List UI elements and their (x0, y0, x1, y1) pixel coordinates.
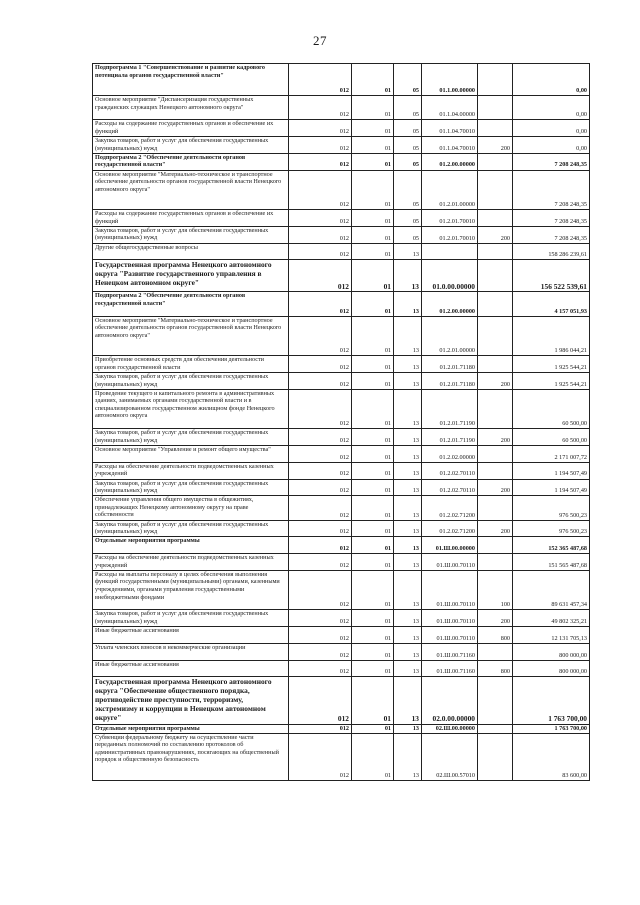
row-expense-type-code (478, 95, 513, 119)
table-row (93, 733, 590, 780)
row-target-article-code: 01.2.01.00000 (422, 316, 478, 356)
row-subsection-code: 13 (394, 733, 422, 780)
row-section-code: 01 (352, 627, 394, 644)
row-grbs-code: 012 (289, 316, 352, 356)
table-row (93, 137, 590, 154)
row-name: Закупка товаров, работ и услуг для обеспечения государственных (муниципальных) нужд (93, 520, 289, 537)
table-row (93, 429, 590, 446)
row-target-article-code: 01.2.01.71190 (422, 429, 478, 446)
row-subsection-code: 05 (394, 153, 422, 170)
row-expense-type-code: 200 (478, 226, 513, 243)
row-subsection-code: 13 (394, 554, 422, 571)
row-grbs-code: 012 (289, 496, 352, 520)
table-row (93, 724, 590, 733)
row-name: Расходы на обеспечение деятельности подведомственных казенных учреждений (93, 554, 289, 571)
row-subsection-code: 13 (394, 627, 422, 644)
row-amount: 89 631 457,34 (513, 570, 590, 610)
row-expense-type-code: 200 (478, 520, 513, 537)
row-name: Обеспечение управления общего имущества в общежитиях, принадлежащих Ненецкому автономному округу на праве собственности (93, 496, 289, 520)
row-subsection-code: 05 (394, 95, 422, 119)
row-expense-type-code (478, 496, 513, 520)
row-expense-type-code: 800 (478, 627, 513, 644)
row-section-code: 01 (352, 356, 394, 373)
row-section-code: 01 (352, 95, 394, 119)
row-name: Приобретение основных средств для обеспечения деятельности органов государственной власти (93, 356, 289, 373)
row-name: Закупка товаров, работ и услуг для обеспечения государственных (муниципальных) нужд (93, 610, 289, 627)
row-section-code: 01 (352, 316, 394, 356)
row-target-article-code: 01.2.01.71180 (422, 356, 478, 373)
row-section-code: 01 (352, 462, 394, 479)
row-section-code: 01 (352, 677, 394, 724)
row-expense-type-code (478, 724, 513, 733)
row-grbs-code: 012 (289, 243, 352, 260)
row-expense-type-code (478, 537, 513, 554)
row-amount: 0,00 (513, 137, 590, 154)
row-target-article-code: 02.0.00.00000 (422, 677, 478, 724)
row-section-code: 01 (352, 496, 394, 520)
row-grbs-code: 012 (289, 356, 352, 373)
row-expense-type-code: 200 (478, 372, 513, 389)
row-section-code: 01 (352, 610, 394, 627)
row-subsection-code: 05 (394, 64, 422, 96)
row-subsection-code: 13 (394, 356, 422, 373)
row-amount: 1 763 700,00 (513, 724, 590, 733)
row-subsection-code: 05 (394, 226, 422, 243)
row-amount: 83 600,00 (513, 733, 590, 780)
row-grbs-code: 012 (289, 660, 352, 677)
row-expense-type-code: 200 (478, 429, 513, 446)
row-grbs-code: 012 (289, 429, 352, 446)
row-section-code: 01 (352, 660, 394, 677)
row-grbs-code: 012 (289, 226, 352, 243)
row-grbs-code: 012 (289, 643, 352, 660)
row-target-article-code: 01.2.02.70110 (422, 479, 478, 496)
row-amount: 0,00 (513, 64, 590, 96)
row-section-code: 01 (352, 643, 394, 660)
table-row (93, 120, 590, 137)
row-subsection-code: 13 (394, 610, 422, 627)
row-grbs-code: 012 (289, 610, 352, 627)
row-subsection-code: 13 (394, 677, 422, 724)
row-amount: 976 500,23 (513, 496, 590, 520)
row-expense-type-code (478, 153, 513, 170)
row-expense-type-code (478, 677, 513, 724)
row-name: Отдельные мероприятия программы (93, 537, 289, 554)
row-amount: 1 763 700,00 (513, 677, 590, 724)
row-section-code: 01 (352, 429, 394, 446)
row-subsection-code: 05 (394, 120, 422, 137)
row-section-code: 01 (352, 292, 394, 316)
row-section-code: 01 (352, 724, 394, 733)
row-name: Расходы на содержание государственных органов и обеспечение их функций (93, 120, 289, 137)
table-row (93, 316, 590, 356)
row-amount: 1 194 507,49 (513, 479, 590, 496)
table-row (93, 64, 590, 96)
row-target-article-code: 01.Ш.00.00000 (422, 537, 478, 554)
row-target-article-code (422, 243, 478, 260)
row-amount: 1 925 544,21 (513, 356, 590, 373)
row-target-article-code: 01.Ш.00.70110 (422, 627, 478, 644)
table-row (93, 95, 590, 119)
row-amount: 1 986 044,21 (513, 316, 590, 356)
row-section-code: 01 (352, 537, 394, 554)
row-name: Государственная программа Ненецкого автономного округа "Обеспечение общественного порядка, противодействие преступности, терроризму, экстремизму и коррупции в Ненецком автономном округе" (93, 677, 289, 724)
table-row (93, 520, 590, 537)
table-row (93, 570, 590, 610)
row-subsection-code: 13 (394, 537, 422, 554)
row-name: Государственная программа Ненецкого автономного округа "Развитие государственного управления в Ненецком автономном округе" (93, 260, 289, 292)
row-grbs-code: 012 (289, 520, 352, 537)
row-section-code: 01 (352, 389, 394, 429)
row-subsection-code: 05 (394, 210, 422, 227)
row-expense-type-code (478, 170, 513, 210)
row-section-code: 01 (352, 372, 394, 389)
row-target-article-code: 01.1.04.70010 (422, 137, 478, 154)
row-target-article-code: 01.2.00.00000 (422, 292, 478, 316)
row-name: Основное мероприятие "Материально-техническое и транспортное обеспечение деятельности органов государственной власти Ненецкого автономного округа" (93, 316, 289, 356)
row-target-article-code: 02.Ш.00.57010 (422, 733, 478, 780)
row-grbs-code: 012 (289, 137, 352, 154)
row-grbs-code: 012 (289, 95, 352, 119)
row-section-code: 01 (352, 153, 394, 170)
row-subsection-code: 05 (394, 137, 422, 154)
row-subsection-code: 13 (394, 724, 422, 733)
row-expense-type-code (478, 733, 513, 780)
row-section-code: 01 (352, 210, 394, 227)
row-target-article-code: 01.2.02.70110 (422, 462, 478, 479)
row-grbs-code: 012 (289, 462, 352, 479)
row-target-article-code: 01.2.01.71180 (422, 372, 478, 389)
row-grbs-code: 012 (289, 677, 352, 724)
row-subsection-code: 13 (394, 570, 422, 610)
row-name: Закупка товаров, работ и услуг для обеспечения государственных (муниципальных) нужд (93, 479, 289, 496)
row-grbs-code: 012 (289, 446, 352, 463)
row-subsection-code: 13 (394, 316, 422, 356)
row-amount: 60 500,00 (513, 389, 590, 429)
row-section-code: 01 (352, 64, 394, 96)
row-amount: 800 000,00 (513, 643, 590, 660)
row-name: Другие общегосударственные вопросы (93, 243, 289, 260)
budget-table (92, 63, 590, 781)
table-row (93, 372, 590, 389)
row-subsection-code: 13 (394, 260, 422, 292)
table-row (93, 153, 590, 170)
table-row (93, 462, 590, 479)
row-expense-type-code (478, 389, 513, 429)
row-target-article-code: 01.2.01.00000 (422, 170, 478, 210)
row-grbs-code: 012 (289, 292, 352, 316)
row-section-code: 01 (352, 120, 394, 137)
table-body (93, 64, 590, 781)
row-target-article-code: 01.0.00.00000 (422, 260, 478, 292)
table-row (93, 537, 590, 554)
table-row (93, 610, 590, 627)
row-target-article-code: 01.2.01.70010 (422, 210, 478, 227)
row-section-code: 01 (352, 137, 394, 154)
table-row (93, 226, 590, 243)
row-grbs-code: 012 (289, 64, 352, 96)
table-row (93, 170, 590, 210)
row-subsection-code: 13 (394, 462, 422, 479)
row-expense-type-code (478, 446, 513, 463)
row-grbs-code: 012 (289, 389, 352, 429)
row-amount: 151 565 487,68 (513, 554, 590, 571)
row-name: Уплата членских взносов в некоммерческие организации (93, 643, 289, 660)
row-name: Расходы на обеспечение деятельности подведомственных казенных учреждений (93, 462, 289, 479)
row-target-article-code: 01.2.01.71190 (422, 389, 478, 429)
row-name: Закупка товаров, работ и услуг для обеспечения государственных (муниципальных) нужд (93, 226, 289, 243)
row-target-article-code: 02.Ш.00.00000 (422, 724, 478, 733)
row-expense-type-code (478, 643, 513, 660)
row-target-article-code: 01.2.02.00000 (422, 446, 478, 463)
row-amount: 7 208 248,35 (513, 153, 590, 170)
table-row (93, 260, 590, 292)
row-section-code: 01 (352, 243, 394, 260)
row-grbs-code: 012 (289, 537, 352, 554)
row-name: Подпрограмма 2 "Обеспечение деятельности органов государственной власти" (93, 153, 289, 170)
row-target-article-code: 01.Ш.00.70110 (422, 554, 478, 571)
row-target-article-code: 01.2.02.71200 (422, 520, 478, 537)
row-grbs-code: 012 (289, 733, 352, 780)
table-row (93, 292, 590, 316)
row-amount: 49 802 325,21 (513, 610, 590, 627)
row-name: Подпрограмма 1 "Совершенствование и развитие кадрового потенциала органов государственной власти" (93, 64, 289, 96)
row-name: Основное мероприятие "Управление и ремонт общего имущества" (93, 446, 289, 463)
row-name: Расходы на содержание государственных органов и обеспечение их функций (93, 210, 289, 227)
row-target-article-code: 01.Ш.00.70110 (422, 610, 478, 627)
row-name: Закупка товаров, работ и услуг для обеспечения государственных (муниципальных) нужд (93, 429, 289, 446)
row-grbs-code: 012 (289, 170, 352, 210)
row-amount: 158 286 239,61 (513, 243, 590, 260)
row-amount: 60 500,00 (513, 429, 590, 446)
row-expense-type-code (478, 292, 513, 316)
row-name: Расходы на выплаты персоналу в целях обеспечения выполнения функций государственными (муниципальными) органами, казенными учреждениями, органами управления государственными внебюджетными фондами (93, 570, 289, 610)
row-expense-type-code (478, 356, 513, 373)
row-target-article-code: 01.1.00.00000 (422, 64, 478, 96)
row-grbs-code: 012 (289, 372, 352, 389)
table-row (93, 446, 590, 463)
row-grbs-code: 012 (289, 210, 352, 227)
table-row (93, 210, 590, 227)
row-amount: 0,00 (513, 95, 590, 119)
row-section-code: 01 (352, 226, 394, 243)
row-name: Иные бюджетные ассигнования (93, 660, 289, 677)
row-target-article-code: 01.Ш.00.71160 (422, 660, 478, 677)
row-grbs-code: 012 (289, 260, 352, 292)
row-expense-type-code (478, 554, 513, 571)
row-name: Проведение текущего и капитального ремонта в административных зданиях, занимаемых органами государственной власти и в специализированном государственном жилищном фонде Ненецкого автономного округа (93, 389, 289, 429)
table-row (93, 677, 590, 724)
table-row (93, 554, 590, 571)
row-expense-type-code (478, 243, 513, 260)
row-amount: 1 194 507,49 (513, 462, 590, 479)
row-expense-type-code (478, 260, 513, 292)
row-grbs-code: 012 (289, 570, 352, 610)
row-name: Закупка товаров, работ и услуг для обеспечения государственных (муниципальных) нужд (93, 137, 289, 154)
row-name: Отдельные мероприятия программы (93, 724, 289, 733)
row-expense-type-code (478, 462, 513, 479)
row-grbs-code: 012 (289, 120, 352, 137)
table-row (93, 643, 590, 660)
row-expense-type-code: 200 (478, 137, 513, 154)
row-amount: 7 208 248,35 (513, 170, 590, 210)
row-expense-type-code (478, 64, 513, 96)
row-subsection-code: 13 (394, 389, 422, 429)
row-amount: 12 131 705,13 (513, 627, 590, 644)
row-section-code: 01 (352, 733, 394, 780)
row-target-article-code: 01.2.00.00000 (422, 153, 478, 170)
row-subsection-code: 13 (394, 243, 422, 260)
row-name: Основное мероприятие "Диспансеризация государственных гражданских служащих Ненецкого автономного округа" (93, 95, 289, 119)
row-section-code: 01 (352, 260, 394, 292)
row-name: Субвенции федеральному бюджету на осуществление части переданных полномочий по составлению протоколов об административных правонарушениях, посягающих на общественный порядок и общественную безопасность (93, 733, 289, 780)
row-section-code: 01 (352, 520, 394, 537)
row-grbs-code: 012 (289, 724, 352, 733)
row-expense-type-code: 200 (478, 610, 513, 627)
page-number: 27 (313, 33, 327, 48)
row-section-code: 01 (352, 570, 394, 610)
table-row (93, 479, 590, 496)
row-expense-type-code (478, 316, 513, 356)
row-amount: 7 208 248,35 (513, 210, 590, 227)
row-amount: 4 157 051,93 (513, 292, 590, 316)
row-expense-type-code: 800 (478, 660, 513, 677)
row-section-code: 01 (352, 554, 394, 571)
row-name: Основное мероприятие "Материально-техническое и транспортное обеспечение деятельности органов государственной власти Ненецкого автономного округа" (93, 170, 289, 210)
row-section-code: 01 (352, 446, 394, 463)
row-target-article-code: 01.Ш.00.71160 (422, 643, 478, 660)
row-name: Закупка товаров, работ и услуг для обеспечения государственных (муниципальных) нужд (93, 372, 289, 389)
row-amount: 156 522 539,61 (513, 260, 590, 292)
table-row (93, 496, 590, 520)
row-target-article-code: 01.2.01.70010 (422, 226, 478, 243)
row-subsection-code: 13 (394, 292, 422, 316)
row-grbs-code: 012 (289, 153, 352, 170)
row-subsection-code: 13 (394, 520, 422, 537)
row-subsection-code: 13 (394, 446, 422, 463)
table-row (93, 660, 590, 677)
row-section-code: 01 (352, 479, 394, 496)
table-row (93, 627, 590, 644)
row-target-article-code: 01.1.04.00000 (422, 95, 478, 119)
table-row (93, 243, 590, 260)
row-amount: 0,00 (513, 120, 590, 137)
row-subsection-code: 13 (394, 372, 422, 389)
table-row (93, 356, 590, 373)
row-expense-type-code (478, 210, 513, 227)
row-subsection-code: 13 (394, 479, 422, 496)
row-expense-type-code (478, 120, 513, 137)
row-section-code: 01 (352, 170, 394, 210)
table-row (93, 389, 590, 429)
row-expense-type-code: 100 (478, 570, 513, 610)
row-amount: 976 500,23 (513, 520, 590, 537)
row-amount: 2 171 007,72 (513, 446, 590, 463)
row-amount: 1 925 544,21 (513, 372, 590, 389)
row-subsection-code: 13 (394, 660, 422, 677)
row-target-article-code: 01.Ш.00.70110 (422, 570, 478, 610)
row-expense-type-code: 200 (478, 479, 513, 496)
row-subsection-code: 05 (394, 170, 422, 210)
row-grbs-code: 012 (289, 627, 352, 644)
row-amount: 152 365 487,68 (513, 537, 590, 554)
row-name: Подпрограмма 2 "Обеспечение деятельности органов государственной власти" (93, 292, 289, 316)
row-target-article-code: 01.1.04.70010 (422, 120, 478, 137)
row-subsection-code: 13 (394, 496, 422, 520)
row-name: Иные бюджетные ассигнования (93, 627, 289, 644)
row-subsection-code: 13 (394, 643, 422, 660)
row-target-article-code: 01.2.02.71200 (422, 496, 478, 520)
row-grbs-code: 012 (289, 479, 352, 496)
row-subsection-code: 13 (394, 429, 422, 446)
row-grbs-code: 012 (289, 554, 352, 571)
row-amount: 7 208 248,35 (513, 226, 590, 243)
row-amount: 800 000,00 (513, 660, 590, 677)
